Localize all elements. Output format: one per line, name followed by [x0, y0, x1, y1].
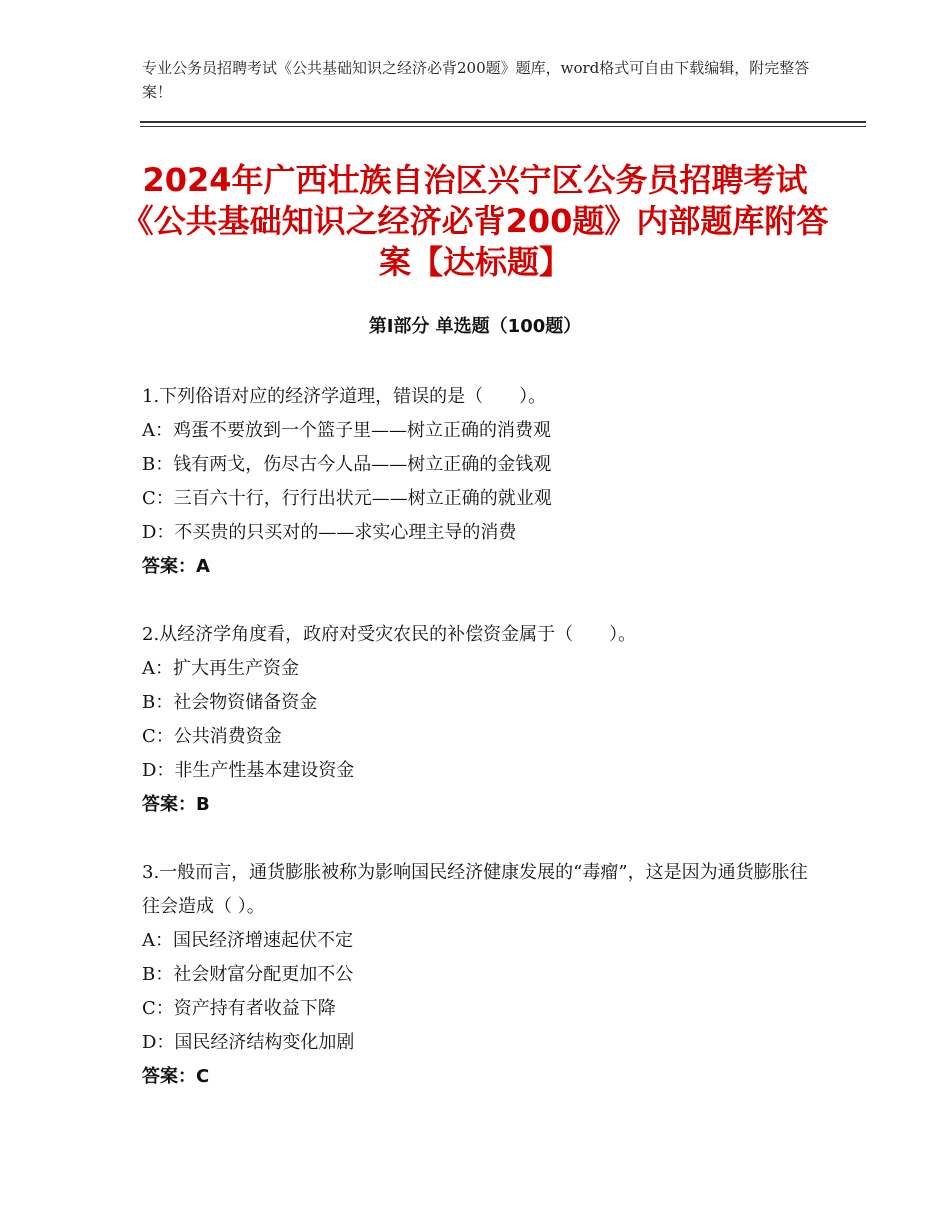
option-c: C：公共消费资金	[142, 726, 282, 747]
option-d: D：不买贵的只买对的——求实心理主导的消费	[142, 522, 517, 543]
answer: 答案：A	[142, 556, 210, 577]
option-a: A：扩大再生产资金	[142, 658, 299, 679]
question-1	[142, 380, 812, 584]
header-divider-thin	[140, 126, 866, 127]
option-a: A：国民经济增速起伏不定	[142, 930, 353, 951]
option-d: D：非生产性基本建设资金	[142, 760, 355, 781]
option-b: B：钱有两戈，伤尽古今人品——树立正确的金钱观	[142, 454, 552, 475]
answer: 答案：C	[142, 1066, 210, 1087]
question-stem: 2.从经济学角度看，政府对受灾农民的补偿资金属于（ ）。	[142, 624, 637, 645]
question-stem: 3.一般而言，通货膨胀被称为影响国民经济健康发展的“毒瘤”，这是因为通货膨胀往往会造成（ ）。	[142, 862, 808, 917]
header-note: 专业公务员招聘考试《公共基础知识之经济必背200题》题库，word格式可自由下载编辑，附完整答案！	[142, 59, 810, 101]
option-a: A：鸡蛋不要放到一个篮子里——树立正确的消费观	[142, 420, 551, 441]
question-stem: 1.下列俗语对应的经济学道理，错误的是（ ）。	[142, 386, 547, 407]
option-b: B：社会财富分配更加不公	[142, 964, 354, 985]
document-title: 2024年广西壮族自治区兴宁区公务员招聘考试《公共基础知识之经济必背200题》内部题库附答案【达标题】	[121, 161, 829, 281]
option-c: C：三百六十行，行行出状元——树立正确的就业观	[142, 488, 552, 509]
question-3	[142, 856, 812, 1094]
option-b: B：社会物资储备资金	[142, 692, 318, 713]
question-list	[142, 380, 812, 1128]
question-2	[142, 618, 812, 822]
answer: 答案：B	[142, 794, 210, 815]
option-c: C：资产持有者收益下降	[142, 998, 336, 1019]
header-divider-thick	[140, 121, 866, 123]
section-title: 第I部分 单选题（100题）	[368, 316, 582, 337]
option-d: D：国民经济结构变化加剧	[142, 1032, 355, 1053]
